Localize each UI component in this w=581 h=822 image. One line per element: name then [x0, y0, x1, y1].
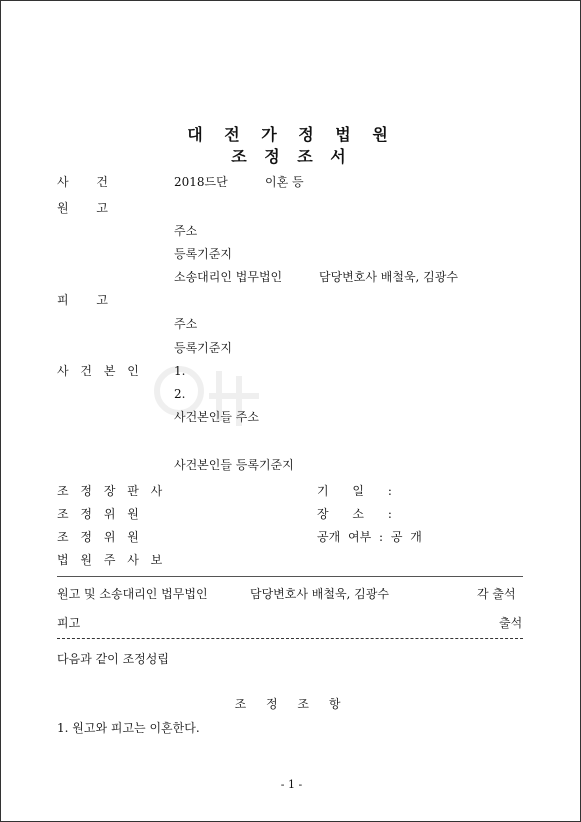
- mediator-1-label: 조 정 위 원: [57, 507, 143, 521]
- clerk-label: 법 원 주 사 보: [57, 553, 167, 567]
- page-number: - 1 -: [280, 778, 303, 791]
- judge-label: 조 정 장 판 사: [57, 484, 167, 498]
- divider-line: [57, 576, 523, 577]
- attendance-plaintiff: 원고 및 소송대리인 법무법인: [57, 587, 208, 601]
- defendant-registry: 등록기준지: [174, 341, 232, 355]
- terms-heading: 조 정 조 항: [234, 697, 349, 711]
- defendant-label: 피 고: [57, 293, 120, 307]
- principal-item-1: 1.: [174, 364, 186, 378]
- principals-address: 사건본인들 주소: [174, 410, 259, 424]
- terms-item-1: 1. 원고와 피고는 이혼한다.: [57, 721, 200, 735]
- document-title: 조 정 조 서: [231, 147, 352, 166]
- result-text: 다음과 같이 조정성립: [57, 652, 169, 666]
- session-place: 장 소 :: [317, 507, 392, 521]
- plaintiff-label: 원 고: [57, 201, 120, 215]
- case-name: 이혼 등: [265, 175, 304, 189]
- principals-registry: 사건본인들 등록기준지: [174, 458, 294, 472]
- plaintiff-agent-lawyers: 담당변호사 배철욱, 김광수: [319, 270, 458, 284]
- attendance-plaintiff-lawyers: 담당변호사 배철욱, 김광수: [250, 587, 389, 601]
- watermark-seal-icon: [149, 361, 279, 441]
- principals-label: 사 건 본 인: [57, 364, 143, 378]
- session-public: 공개 여부 : 공 개: [317, 530, 422, 544]
- principal-item-2: 2.: [174, 387, 186, 401]
- plaintiff-agent: 소송대리인 법무법인: [174, 270, 283, 284]
- attendance-defendant: 피고: [57, 616, 81, 630]
- session-date: 기 일 :: [317, 484, 392, 498]
- plaintiff-address: 주소: [174, 224, 198, 238]
- attendance-defendant-status: 출석: [499, 616, 523, 630]
- case-number: 2018드단: [174, 175, 228, 189]
- court-name: 대 전 가 정 법 원: [187, 125, 396, 144]
- mediator-2-label: 조 정 위 원: [57, 530, 143, 544]
- dotted-divider: [57, 638, 523, 639]
- case-label: 사 건: [57, 175, 120, 189]
- defendant-address: 주소: [174, 317, 198, 331]
- attendance-plaintiff-status: 각 출석: [477, 587, 516, 601]
- plaintiff-registry: 등록기준지: [174, 247, 232, 261]
